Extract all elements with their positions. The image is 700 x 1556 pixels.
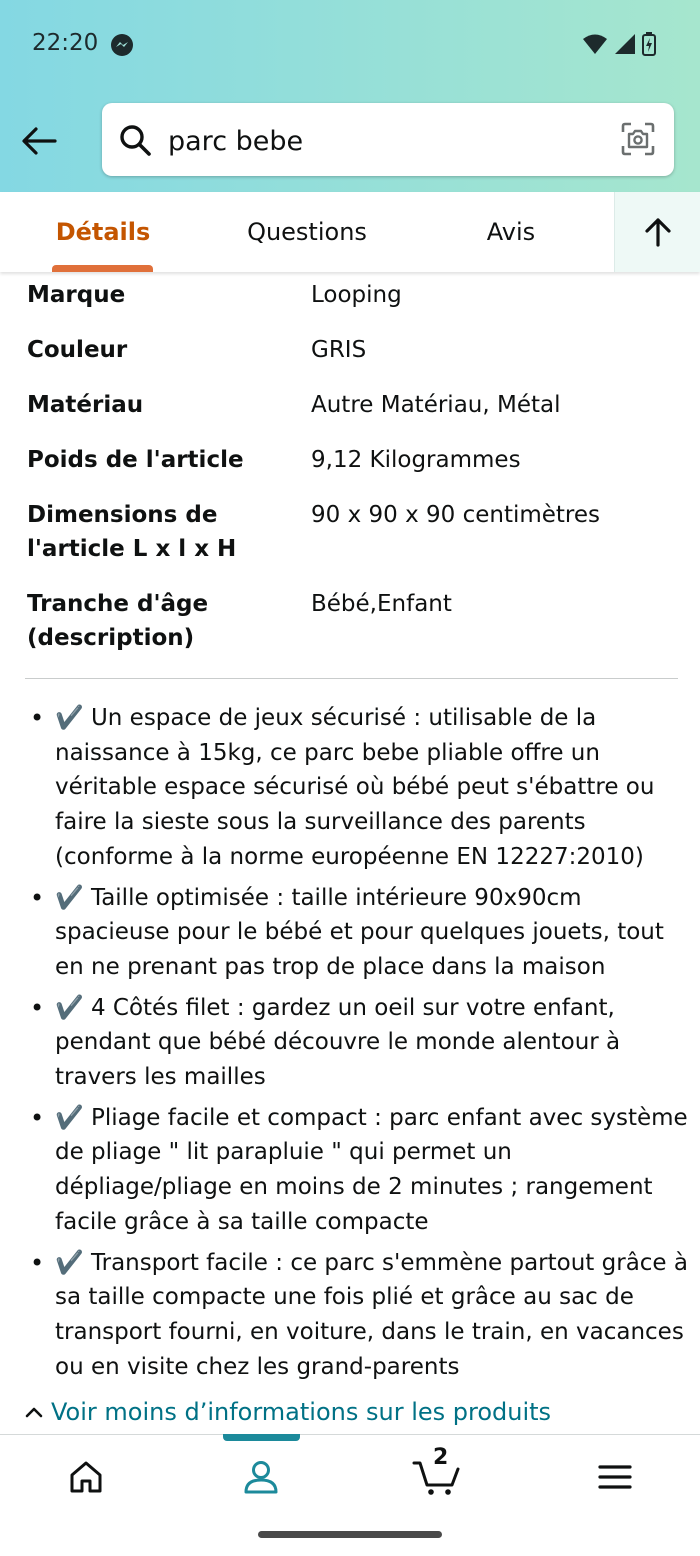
gesture-bar[interactable]	[258, 1531, 442, 1538]
detail-key: Tranche d'âge (description)	[27, 591, 209, 651]
detail-value: GRIS	[311, 337, 367, 363]
status-icons	[582, 32, 656, 56]
camera-search-icon[interactable]	[620, 121, 656, 157]
search-icon	[118, 123, 152, 157]
detail-key: Marque	[27, 282, 126, 308]
feature-bullet: • ✔️ Pliage facile et compact : parc enfant avec système de pliage " lit parapluie " qui permet un dépliage/pliage en moins de 2 minutes ; rangement facile grâce à sa taille compacte	[28, 1101, 688, 1240]
see-less-link[interactable]	[25, 1398, 551, 1426]
wifi-icon	[582, 33, 608, 55]
menu-icon	[598, 1464, 632, 1490]
detail-row-material	[27, 388, 677, 422]
tab-details[interactable]: Détails	[55, 218, 151, 246]
product-details-table	[27, 278, 677, 655]
battery-icon	[642, 32, 656, 56]
app-header	[0, 0, 700, 192]
detail-key: Poids de l'article	[27, 447, 244, 473]
account-icon	[243, 1459, 279, 1495]
detail-row-color	[27, 333, 677, 367]
detail-key: Dimensions de l'article L x l x H	[27, 502, 237, 562]
detail-row-age-range	[27, 587, 677, 655]
detail-tabs	[0, 192, 700, 272]
detail-row-dimensions	[27, 498, 677, 566]
cart-count-badge: 2	[433, 1445, 449, 1470]
status-bar	[0, 0, 700, 90]
feature-bullet: • ✔️ Transport facile : ce parc s'emmène partout grâce à sa taille compacte une fois plié et grâce au sac de transport fourni, en voiture, dans le train, en vacances ou en visite chez les grand-parents	[28, 1246, 688, 1385]
detail-value: Bébé,Enfant	[311, 591, 452, 617]
tab-reviews[interactable]: Avis	[486, 218, 536, 246]
detail-row-weight	[27, 443, 677, 477]
nav-cart[interactable]	[406, 1445, 466, 1503]
detail-value: 9,12 Kilogrammes	[311, 447, 521, 473]
nav-account[interactable]	[231, 1451, 291, 1503]
arrow-up-icon	[644, 217, 672, 247]
nav-home[interactable]	[56, 1451, 116, 1503]
detail-value: 90 x 90 x 90 centimètres	[311, 502, 601, 528]
chevron-up-icon	[25, 1406, 43, 1418]
detail-row-brand	[27, 278, 677, 312]
section-divider	[25, 678, 678, 679]
active-tab-indicator	[52, 265, 153, 272]
nav-active-indicator	[223, 1434, 300, 1441]
detail-key: Couleur	[27, 337, 128, 363]
detail-key: Matériau	[27, 392, 144, 418]
scroll-top-button[interactable]	[614, 192, 700, 272]
bottom-navigation	[0, 1434, 700, 1518]
search-box[interactable]	[102, 103, 674, 176]
status-time: 22:20	[32, 30, 99, 56]
feature-bullet: • ✔️ 4 Côtés filet : gardez un oeil sur votre enfant, pendant que bébé découvre le monde alentour à travers les mailles	[28, 991, 688, 1095]
home-icon	[68, 1460, 104, 1494]
see-less-label: Voir moins d’informations sur les produits	[51, 1398, 552, 1426]
feature-bullets	[28, 701, 688, 1390]
feature-bullet: • ✔️ Un espace de jeux sécurisé : utilisable de la naissance à 15kg, ce parc bebe pliable offre un véritable espace sécurisé où bébé peut s'ébattre ou faire la sieste sous la surveillance des parents (conforme à la norme européenne EN 12227:2010)	[28, 701, 688, 875]
messenger-icon	[110, 33, 134, 57]
search-input[interactable]	[168, 123, 598, 159]
arrow-left-icon	[21, 126, 57, 156]
tab-questions[interactable]: Questions	[247, 218, 367, 246]
back-button[interactable]	[18, 120, 60, 162]
feature-bullet: • ✔️ Taille optimisée : taille intérieure 90x90cm spacieuse pour le bébé et pour quelques jouets, tout en ne prenant pas trop de place dans la maison	[28, 881, 688, 985]
detail-value: Autre Matériau, Métal	[311, 392, 561, 418]
detail-value: Looping	[311, 282, 402, 308]
signal-icon	[614, 33, 636, 55]
nav-menu[interactable]	[585, 1451, 645, 1503]
